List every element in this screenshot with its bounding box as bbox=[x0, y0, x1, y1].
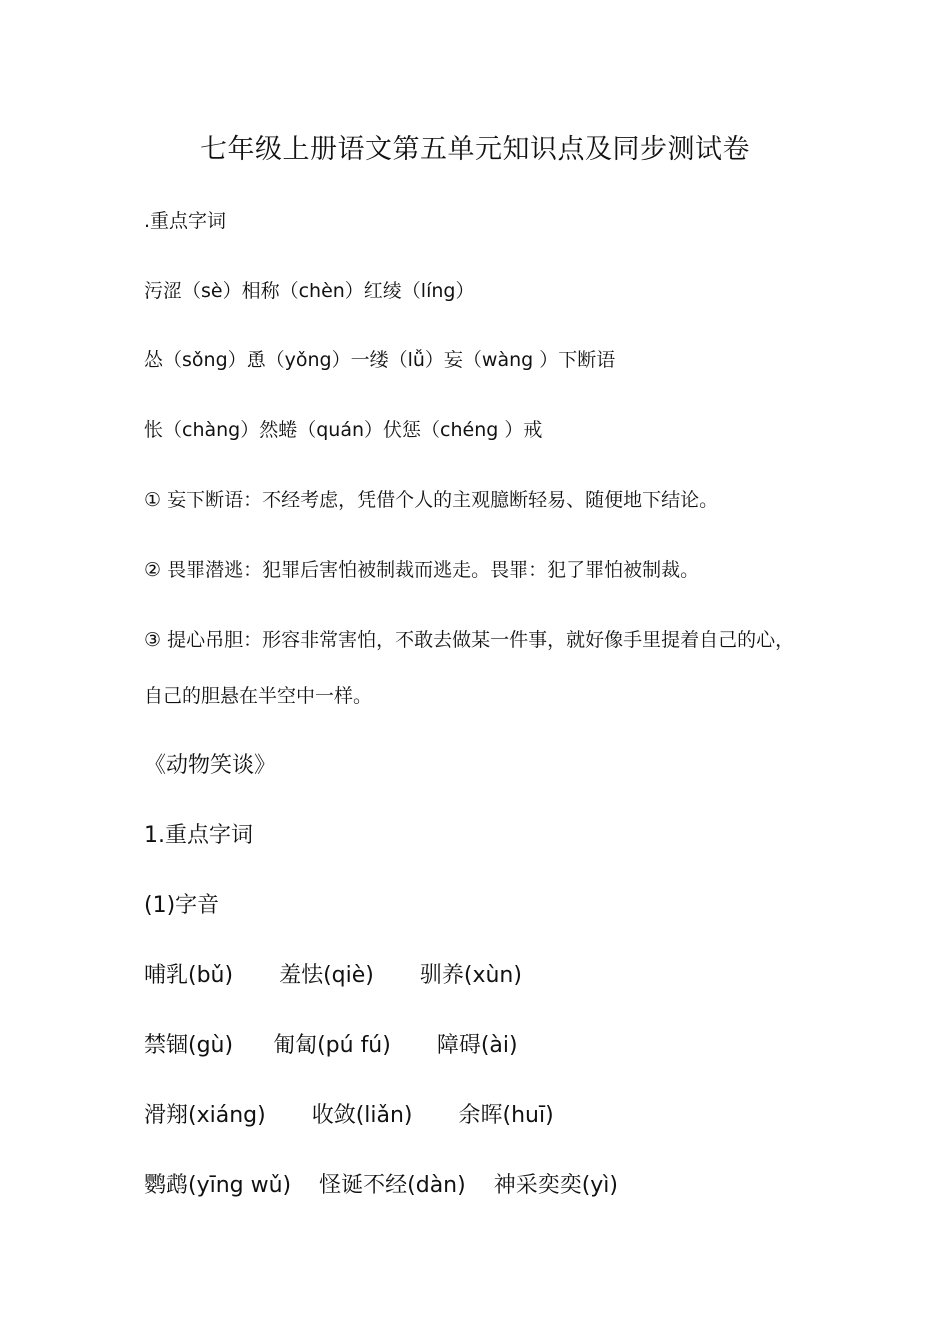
definition-1: ① 妄下断语：不经考虑，凭借个人的主观臆断轻易、随便地下结论。 bbox=[144, 489, 719, 511]
pronunciation-item: 余晖(huī) bbox=[458, 1103, 554, 1128]
pronunciation-item: 哺乳(bǔ) bbox=[144, 963, 234, 988]
pronunciation-row bbox=[144, 1030, 518, 1062]
vocab-line-1: 污涩（sè）相称（chèn）红绫（líng） bbox=[144, 280, 475, 302]
pronunciation-item: 神采奕奕(yì) bbox=[493, 1173, 619, 1198]
vocab-line-3: 怅（chàng）然蜷（quán）伏惩（chéng ）戒 bbox=[144, 419, 543, 441]
definition-3-line-1: ③ 提心吊胆：形容非常害怕，不敢去做某一件事，就好像手里提着自己的心， bbox=[144, 629, 795, 651]
lesson-subheading-pronunciation: (1)字音 bbox=[144, 893, 220, 918]
definition-2: ② 畏罪潜逃：犯罪后害怕被制裁而逃走。畏罪：犯了罪怕被制裁。 bbox=[144, 559, 700, 581]
document-title: 七年级上册语文第五单元知识点及同步测试卷 bbox=[200, 134, 750, 165]
section-heading-key-words: .重点字词 bbox=[144, 210, 227, 232]
pronunciation-item: 羞怯(qiè) bbox=[279, 963, 374, 988]
pronunciation-item: 鹦鹉(yīng wǔ) bbox=[144, 1173, 292, 1198]
pronunciation-row bbox=[144, 1170, 618, 1202]
pronunciation-item: 滑翔(xiáng) bbox=[144, 1103, 266, 1128]
definition-3-line-2: 自己的胆悬在半空中一样。 bbox=[144, 685, 373, 707]
pronunciation-item: 怪诞不经(dàn) bbox=[319, 1173, 466, 1198]
pronunciation-item: 禁锢(gù) bbox=[144, 1033, 234, 1058]
vocab-line-2: 怂（sǒng）恿（yǒng）一缕（lǚ）妄（wàng ）下断语 bbox=[144, 349, 616, 371]
pronunciation-item: 匍匐(pú fú) bbox=[273, 1033, 391, 1058]
pronunciation-row bbox=[144, 960, 522, 992]
pronunciation-item: 驯养(xùn) bbox=[419, 963, 522, 988]
pronunciation-item: 障碍(ài) bbox=[436, 1033, 518, 1058]
lesson-title: 《动物笑谈》 bbox=[144, 753, 277, 778]
pronunciation-item: 收敛(liǎn) bbox=[311, 1103, 413, 1128]
pronunciation-row bbox=[144, 1100, 554, 1132]
lesson-heading-key-words: 1.重点字词 bbox=[144, 823, 253, 848]
